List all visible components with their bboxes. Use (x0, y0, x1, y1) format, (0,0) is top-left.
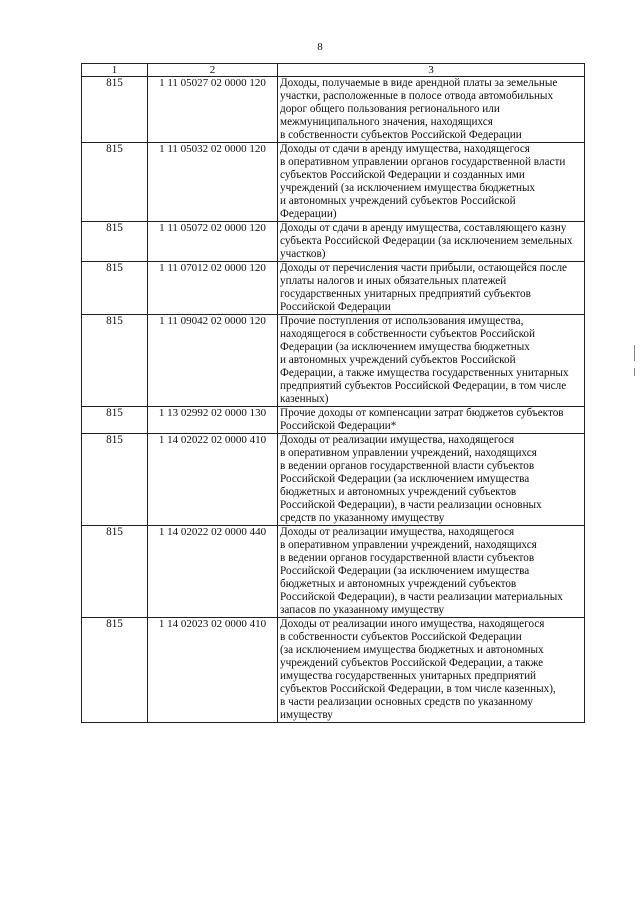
description-line: Российской Федерации), в части реализации материальных (280, 591, 563, 603)
table-row (82, 77, 585, 143)
description-line: Доходы от сдачи в аренду имущества, составляющего казну (280, 222, 567, 234)
description-line: Доходы от реализации имущества, находящегося (280, 526, 515, 538)
description-line: дорог общего пользования регионального или (280, 103, 500, 115)
description-line: участки, расположенные в полосе отвода автомобильных (280, 90, 554, 102)
description-line: субъекта Российской Федерации (за исключением земельных (280, 235, 573, 247)
description-line: находящегося в собственности субъектов Российской (280, 328, 536, 340)
revenue-description-cell (278, 222, 585, 262)
description-line: субъектов Российской Федерации, в том числе казенных), (280, 683, 556, 695)
description-line: в оперативном управлении учреждений, находящихся (280, 539, 537, 551)
revenue-code-cell: 1 14 02023 02 0000 410 (148, 618, 278, 723)
table-row (82, 526, 585, 618)
description-line: учреждений субъектов Российской Федерации, а также (280, 657, 544, 669)
revenue-code-cell: 1 11 05027 02 0000 120 (148, 77, 278, 143)
description-line: Федерации) (280, 208, 337, 220)
administrator-code-cell: 815 (82, 143, 148, 222)
description-line: в ведении органов государственной власти субъектов (280, 552, 535, 564)
column-header-2: 2 (148, 64, 278, 77)
description-line: уплаты налогов и иных обязательных платежей (280, 275, 507, 287)
column-header-3: 3 (278, 64, 585, 77)
description-line: Прочие доходы от компенсации затрат бюджетов субъектов (280, 407, 564, 419)
table-row (82, 262, 585, 315)
table-row (82, 407, 585, 434)
revenue-description-cell (278, 77, 585, 143)
administrator-code-cell: 815 (82, 315, 148, 407)
revenue-description-cell (278, 315, 585, 407)
revenue-code-cell: 1 11 09042 02 0000 120 (148, 315, 278, 407)
revenue-code-cell: 1 14 02022 02 0000 410 (148, 434, 278, 526)
description-line: в части реализации основных средств по указанному (280, 696, 533, 708)
description-line: предприятий субъектов Российской Федерации, в том числе (280, 380, 567, 392)
revenue-code-cell: 1 11 07012 02 0000 120 (148, 262, 278, 315)
administrator-code-cell: 815 (82, 434, 148, 526)
description-line: Российской Федерации (280, 301, 391, 313)
revenue-description-cell (278, 618, 585, 723)
description-line: бюджетных и автономных учреждений субъектов (280, 486, 517, 498)
revenue-codes-table (81, 63, 585, 723)
table-row (82, 222, 585, 262)
description-line: средств по указанному имуществу (280, 512, 445, 524)
description-line: и автономных учреждений субъектов Российской (280, 195, 516, 207)
description-line: Федерации (за исключением имущества бюджетных (280, 341, 530, 353)
description-line: в оперативном управлении органов государственной власти (280, 156, 566, 168)
description-line: бюджетных и автономных учреждений субъектов (280, 578, 517, 590)
description-line: Российской Федерации (за исключением имущества (280, 565, 530, 577)
revenue-code-cell: 1 11 05072 02 0000 120 (148, 222, 278, 262)
revenue-description-cell (278, 407, 585, 434)
description-line: в ведении органов государственной власти субъектов (280, 460, 535, 472)
description-line: участков) (280, 248, 326, 260)
description-line: Доходы от перечисления части прибыли, остающейся после (280, 262, 568, 274)
revenue-description-cell (278, 143, 585, 222)
administrator-code-cell: 815 (82, 77, 148, 143)
column-header-1: 1 (82, 64, 148, 77)
description-line: Российской Федерации (за исключением имущества (280, 473, 530, 485)
revenue-description-cell (278, 262, 585, 315)
revenue-code-cell: 1 11 05032 02 0000 120 (148, 143, 278, 222)
administrator-code-cell: 815 (82, 222, 148, 262)
description-line: межмуниципального значения, находящихся (280, 116, 493, 128)
revenue-code-cell: 1 14 02022 02 0000 440 (148, 526, 278, 618)
description-line: имуществу (280, 709, 333, 721)
description-line: государственных унитарных предприятий субъектов (280, 288, 531, 300)
description-line: и автономных учреждений субъектов Российской (280, 354, 516, 366)
table-row (82, 618, 585, 723)
description-line: в собственности субъектов Российской Федерации (280, 631, 522, 643)
description-line: Российской Федерации* (280, 420, 397, 432)
administrator-code-cell: 815 (82, 526, 148, 618)
description-line: Доходы от сдачи в аренду имущества, находящегося (280, 143, 530, 155)
description-line: (за исключением имущества бюджетных и автономных (280, 644, 544, 656)
administrator-code-cell: 815 (82, 407, 148, 434)
description-line: Российской Федерации), в части реализации основных (280, 499, 542, 511)
scan-mark (634, 368, 635, 376)
revenue-description-cell (278, 526, 585, 618)
description-line: Доходы от реализации имущества, находящегося (280, 434, 515, 446)
administrator-code-cell: 815 (82, 618, 148, 723)
description-line: запасов по указанному имуществу (280, 604, 445, 616)
revenue-code-cell: 1 13 02992 02 0000 130 (148, 407, 278, 434)
table-row (82, 434, 585, 526)
description-line: Доходы от реализации иного имущества, находящегося (280, 618, 545, 630)
scan-mark (634, 345, 635, 361)
page-number: 8 (317, 41, 323, 53)
description-line: Федерации, а также имущества государственных унитарных (280, 367, 569, 379)
description-line: субъектов Российской Федерации и созданных ими (280, 169, 525, 181)
revenue-description-cell (278, 434, 585, 526)
table-row (82, 143, 585, 222)
description-line: в собственности субъектов Российской Федерации (280, 129, 522, 141)
administrator-code-cell: 815 (82, 262, 148, 315)
description-line: Доходы, получаемые в виде арендной платы за земельные (280, 77, 558, 89)
description-line: в оперативном управлении учреждений, находящихся (280, 447, 537, 459)
description-line: казенных) (280, 393, 329, 405)
description-line: Прочие поступления от использования имущества, (280, 315, 524, 327)
description-line: имущества государственных унитарных предприятий (280, 670, 537, 682)
description-line: учреждений (за исключением имущества бюджетных (280, 182, 536, 194)
table-body (82, 77, 585, 723)
table-row (82, 315, 585, 407)
table-header-row (82, 64, 585, 77)
